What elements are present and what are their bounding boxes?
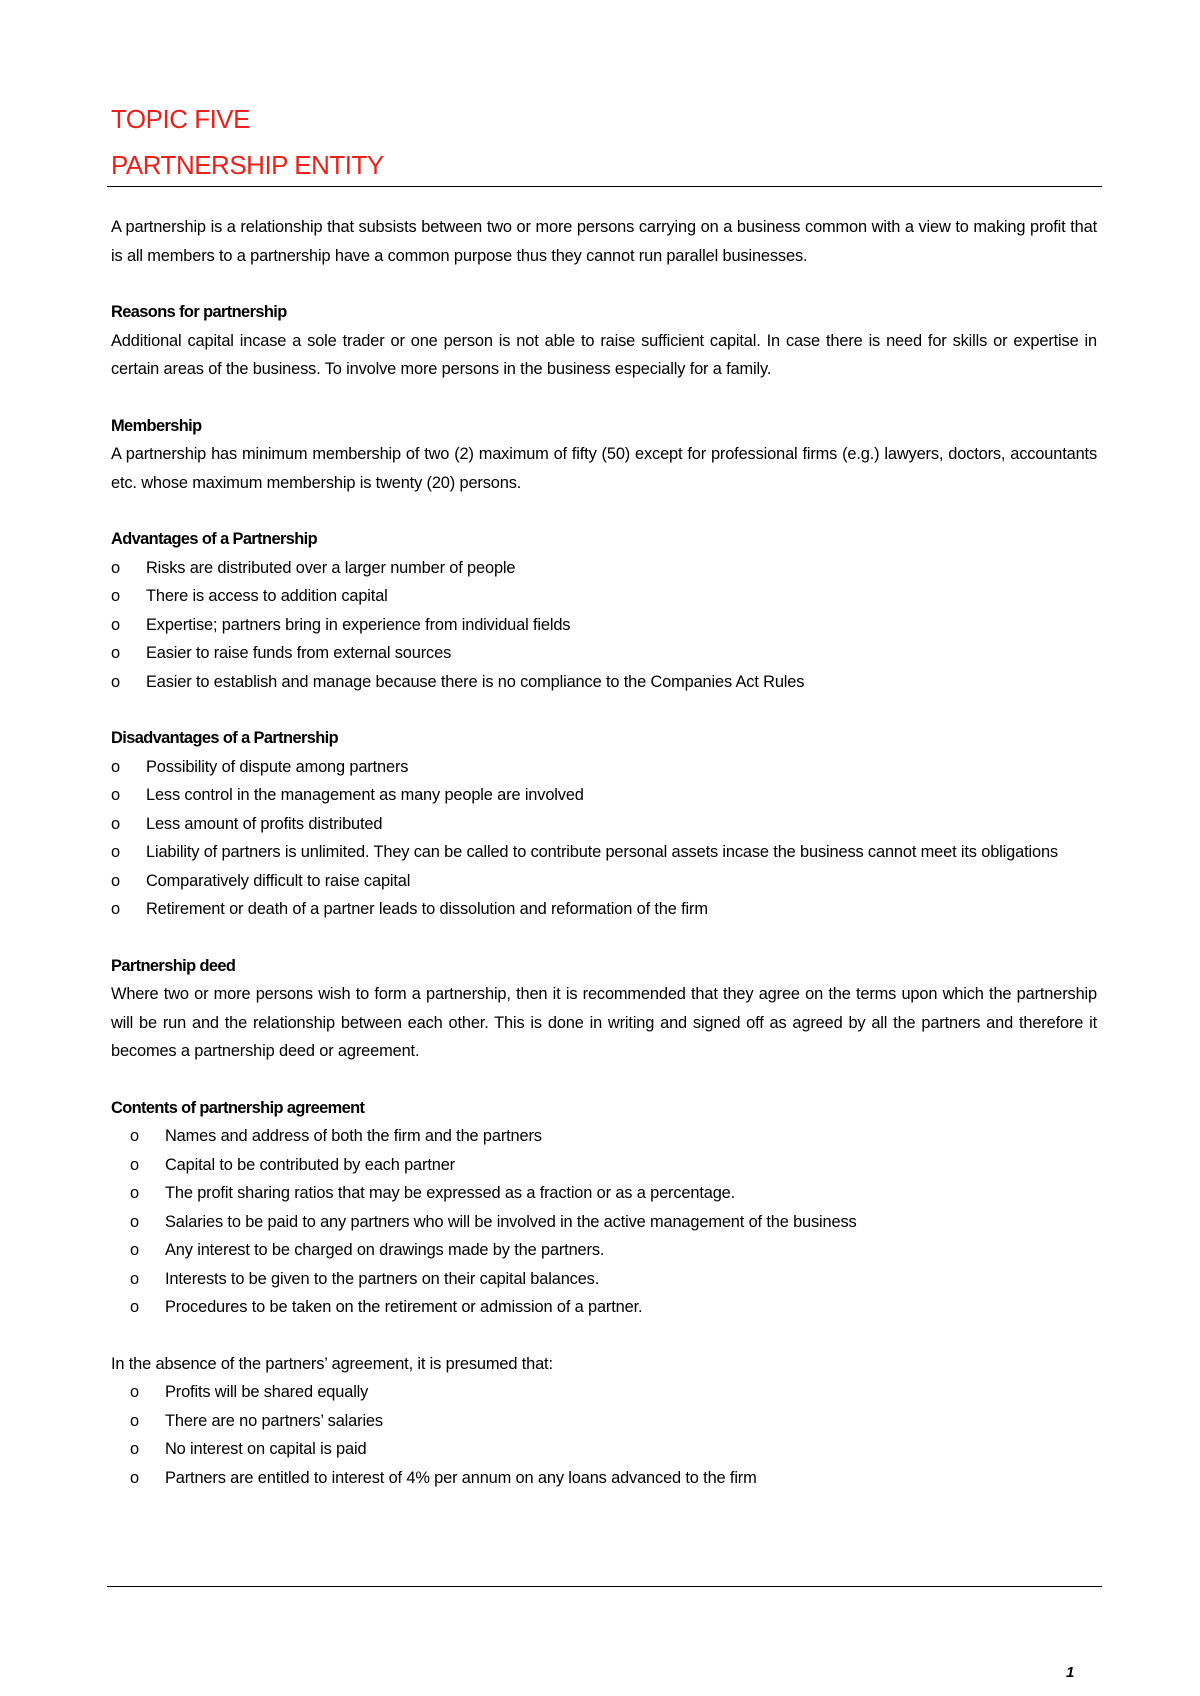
list-item: o The profit sharing ratios that may be expressed as a fraction or as a percentage. <box>111 1179 1097 1208</box>
list-item: o Comparatively difficult to raise capital <box>111 867 1097 896</box>
footer-divider <box>107 1586 1102 1587</box>
bullet-o-icon: o <box>130 1127 139 1145</box>
contents-heading: Contents of partnership agreement <box>111 1098 365 1117</box>
list-item: o There are no partners’ salaries <box>111 1407 1097 1436</box>
bullet-o-icon: o <box>130 1241 139 1259</box>
list-item: o Profits will be shared equally <box>111 1378 1097 1407</box>
bullet-o-icon: o <box>130 1411 139 1430</box>
bullet-o-icon: o <box>111 786 120 804</box>
bullet-o-icon: o <box>111 814 120 833</box>
bullet-o-icon: o <box>111 757 120 776</box>
entity-title: PARTNERSHIP ENTITY <box>111 150 384 180</box>
list-item: o Partners are entitled to interest of 4% per annum on any loans advanced to the firm <box>111 1464 1097 1493</box>
topic-title: TOPIC FIVE <box>111 104 250 134</box>
bullet-o-icon: o <box>130 1298 139 1316</box>
reasons-heading: Reasons for partnership <box>111 303 287 321</box>
membership-paragraph: A partnership has minimum membership of two (2) maximum of fifty (50) except for professional firms (e.g.) lawyers, doctors, accountants etc. whose maximum membership is twenty (20) persons. <box>111 445 1097 492</box>
deed-paragraph: Where two or more persons wish to form a partnership, then it is recommended that they agree on the terms upon which the partnership will be run and the relationship between each other. This is done in writing and signed off as agreed by all the partners and therefore it becomes a partnership deed or agreement. <box>111 985 1097 1060</box>
top-divider <box>107 186 1102 187</box>
list-item: o Retirement or death of a partner leads to dissolution and reformation of the firm <box>111 895 1097 924</box>
advantages-list <box>111 554 1097 697</box>
bullet-o-icon: o <box>130 1383 139 1401</box>
list-item: o Procedures to be taken on the retirement or admission of a partner. <box>111 1293 1097 1322</box>
deed-heading: Partnership deed <box>111 956 236 975</box>
list-item: o Capital to be contributed by each partner <box>111 1151 1097 1180</box>
bullet-o-icon: o <box>130 1212 139 1231</box>
bullet-o-icon: o <box>111 900 120 918</box>
intro-paragraph: A partnership is a relationship that subsists between two or more persons carrying on a business common with a view to making profit that is all members to a partnership have a common purpose thus they cannot run parallel businesses. <box>111 218 1097 265</box>
list-item: o Possibility of dispute among partners <box>111 753 1097 782</box>
disadvantages-list <box>111 753 1097 924</box>
list-item: o Salaries to be paid to any partners who will be involved in the active management of the business <box>111 1208 1097 1237</box>
list-item: o Easier to raise funds from external sources <box>111 639 1097 668</box>
contents-list <box>111 1122 1097 1322</box>
bullet-o-icon: o <box>111 871 120 890</box>
bullet-o-icon: o <box>111 843 120 861</box>
page-number: 1 <box>1066 1664 1075 1681</box>
reasons-paragraph: Additional capital incase a sole trader or one person is not able to raise sufficient capital. In case there is need for skills or expertise in certain areas of the business. To involve more persons in the business especially for a family. <box>111 331 1097 378</box>
document-body <box>111 213 1097 1492</box>
list-item: o Liability of partners is unlimited. They can be called to contribute personal assets incase the business cannot meet its obligations <box>111 838 1097 867</box>
list-item: o Interests to be given to the partners on their capital balances. <box>111 1265 1097 1294</box>
membership-heading: Membership <box>111 416 202 435</box>
list-item: o Any interest to be charged on drawings made by the partners. <box>111 1236 1097 1265</box>
list-item: o No interest on capital is paid <box>111 1435 1097 1464</box>
bullet-o-icon: o <box>111 672 120 691</box>
list-item: o There is access to addition capital <box>111 582 1097 611</box>
list-item: o Risks are distributed over a larger number of people <box>111 554 1097 583</box>
bullet-o-icon: o <box>130 1269 139 1288</box>
bullet-o-icon: o <box>130 1440 139 1458</box>
bullet-o-icon: o <box>111 587 120 605</box>
bullet-o-icon: o <box>111 558 120 577</box>
absence-intro: In the absence of the partners’ agreement, it is presumed that: <box>111 1354 553 1373</box>
list-item: o Names and address of both the firm and the partners <box>111 1122 1097 1151</box>
bullet-o-icon: o <box>111 644 120 662</box>
advantages-heading: Advantages of a Partnership <box>111 530 318 548</box>
title-block <box>111 96 1101 188</box>
bullet-o-icon: o <box>111 615 120 634</box>
list-item: o Easier to establish and manage because there is no compliance to the Companies Act Rules <box>111 668 1097 697</box>
list-item: o Less amount of profits distributed <box>111 810 1097 839</box>
disadvantages-heading: Disadvantages of a Partnership <box>111 729 339 747</box>
bullet-o-icon: o <box>130 1155 139 1174</box>
bullet-o-icon: o <box>130 1184 139 1202</box>
list-item: o Less control in the management as many people are involved <box>111 781 1097 810</box>
bullet-o-icon: o <box>130 1468 139 1487</box>
list-item: o Expertise; partners bring in experience from individual fields <box>111 611 1097 640</box>
absence-list <box>111 1378 1097 1492</box>
